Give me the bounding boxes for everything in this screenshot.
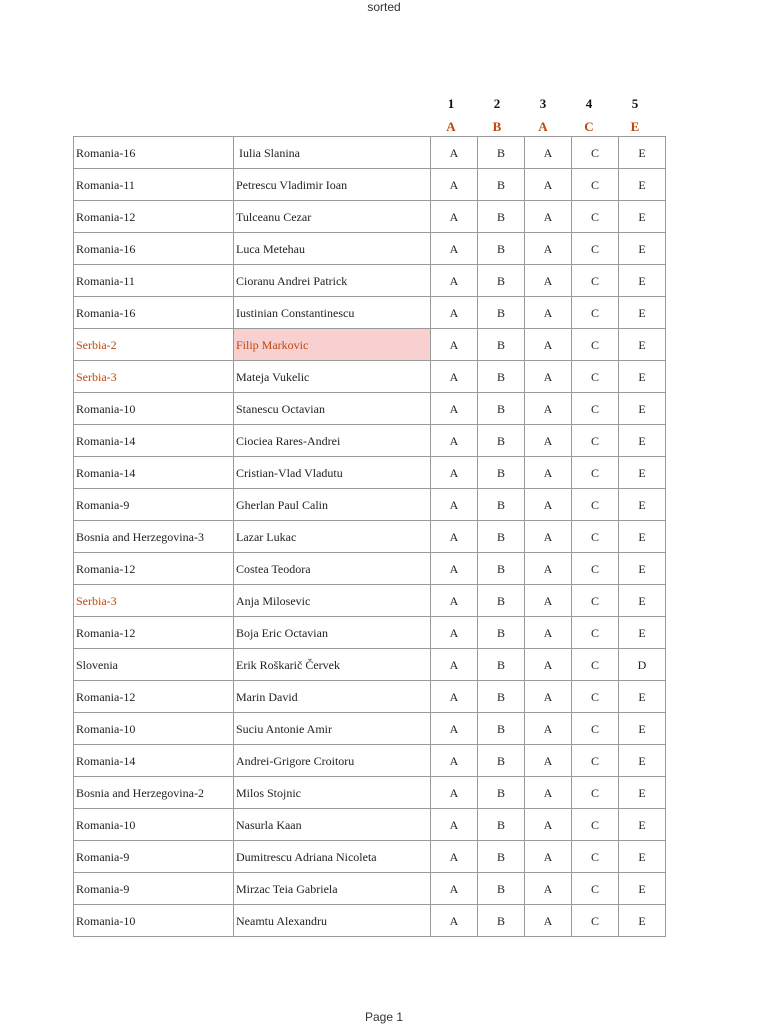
answer-cell: D xyxy=(619,649,666,681)
answer-cell: A xyxy=(431,457,478,489)
answer-cell: A xyxy=(431,745,478,777)
answer-cell: E xyxy=(619,137,666,169)
answer-cell: A xyxy=(525,713,572,745)
table-row xyxy=(74,169,666,201)
table-row xyxy=(74,265,666,297)
answer-cell: E xyxy=(619,297,666,329)
team-cell: Romania-10 xyxy=(74,393,234,425)
answer-cell: A xyxy=(431,649,478,681)
answer-cell: E xyxy=(619,233,666,265)
answer-cell: A xyxy=(525,809,572,841)
answer-cell: A xyxy=(431,393,478,425)
answer-cell: B xyxy=(478,841,525,873)
answer-cell: C xyxy=(572,489,619,521)
answer-cell: C xyxy=(572,169,619,201)
answer-cell: E xyxy=(619,681,666,713)
answer-cell: A xyxy=(431,169,478,201)
answer-cell: A xyxy=(431,681,478,713)
answer-cell: C xyxy=(572,649,619,681)
team-cell: Serbia-3 xyxy=(74,361,234,393)
team-cell: Romania-12 xyxy=(74,681,234,713)
answer-cell: A xyxy=(525,681,572,713)
answer-cell: E xyxy=(619,617,666,649)
answer-cell: C xyxy=(572,713,619,745)
answer-cell: B xyxy=(478,777,525,809)
answer-cell: A xyxy=(525,745,572,777)
student-name-cell: Cristian-Vlad Vladutu xyxy=(234,457,431,489)
answer-cell: A xyxy=(431,233,478,265)
correct-answer: E xyxy=(630,119,640,134)
answer-cell: A xyxy=(431,841,478,873)
answer-cell: A xyxy=(525,617,572,649)
answer-cell: C xyxy=(572,617,619,649)
answer-cell: C xyxy=(572,265,619,297)
answer-cell: E xyxy=(619,873,666,905)
answer-cell: B xyxy=(478,329,525,361)
team-cell: Slovenia xyxy=(74,649,234,681)
answer-cell: A xyxy=(525,553,572,585)
student-name-cell: Iustinian Constantinescu xyxy=(234,297,431,329)
correct-answer: A xyxy=(446,119,456,134)
answer-cell: E xyxy=(619,745,666,777)
team-cell: Romania-10 xyxy=(74,809,234,841)
answer-cell: A xyxy=(431,489,478,521)
table-row xyxy=(74,713,666,745)
table-row xyxy=(74,745,666,777)
answer-cell: E xyxy=(619,489,666,521)
table-row xyxy=(74,585,666,617)
student-name-cell: Nasurla Kaan xyxy=(234,809,431,841)
answer-cell: A xyxy=(431,585,478,617)
team-cell: Romania-9 xyxy=(74,489,234,521)
answer-cell: C xyxy=(572,553,619,585)
answer-cell: A xyxy=(431,521,478,553)
answer-cell: E xyxy=(619,393,666,425)
answer-cell: B xyxy=(478,649,525,681)
answer-cell: C xyxy=(572,905,619,937)
table-row xyxy=(74,425,666,457)
answer-cell: C xyxy=(572,777,619,809)
student-name-cell: Cioranu Andrei Patrick xyxy=(234,265,431,297)
answer-cell: A xyxy=(525,457,572,489)
student-name-cell: Tulceanu Cezar xyxy=(234,201,431,233)
answer-cell: B xyxy=(478,137,525,169)
answer-cell: C xyxy=(572,681,619,713)
answer-cell: A xyxy=(525,329,572,361)
student-name-cell: Iulia Slanina xyxy=(234,137,431,169)
answer-cell: A xyxy=(431,425,478,457)
answer-cell: C xyxy=(572,201,619,233)
answer-cell: A xyxy=(431,713,478,745)
answer-cell: A xyxy=(431,137,478,169)
student-name-cell: Marin David xyxy=(234,681,431,713)
team-cell: Romania-16 xyxy=(74,233,234,265)
team-cell: Romania-9 xyxy=(74,873,234,905)
answer-cell: A xyxy=(431,905,478,937)
table-row xyxy=(74,553,666,585)
answer-cell: E xyxy=(619,585,666,617)
question-number: 4 xyxy=(585,96,593,111)
team-cell: Romania-11 xyxy=(74,265,234,297)
answer-cell: A xyxy=(431,265,478,297)
answer-cell: E xyxy=(619,329,666,361)
team-cell: Romania-12 xyxy=(74,617,234,649)
team-cell: Serbia-3 xyxy=(74,585,234,617)
table-row xyxy=(74,649,666,681)
team-cell: Bosnia and Herzegovina-2 xyxy=(74,777,234,809)
answer-cell: C xyxy=(572,521,619,553)
student-name-cell: Gherlan Paul Calin xyxy=(234,489,431,521)
answer-cell: E xyxy=(619,457,666,489)
answer-cell: A xyxy=(525,905,572,937)
student-name-cell: Boja Eric Octavian xyxy=(234,617,431,649)
answer-cell: B xyxy=(478,201,525,233)
table-row xyxy=(74,681,666,713)
answer-cell: B xyxy=(478,585,525,617)
answer-cell: A xyxy=(525,233,572,265)
answer-cell: A xyxy=(525,585,572,617)
answer-cell: B xyxy=(478,809,525,841)
answer-cell: A xyxy=(431,329,478,361)
answer-cell: C xyxy=(572,457,619,489)
answer-cell: A xyxy=(525,777,572,809)
table-row xyxy=(74,361,666,393)
answer-cell: C xyxy=(572,809,619,841)
answer-cell: A xyxy=(525,297,572,329)
table-row xyxy=(74,233,666,265)
answer-cell: A xyxy=(431,809,478,841)
team-cell: Romania-11 xyxy=(74,169,234,201)
page-number: Page 1 xyxy=(364,1010,404,1024)
answer-cell: B xyxy=(478,681,525,713)
question-number: 1 xyxy=(447,96,455,111)
student-name-cell: Mirzac Teia Gabriela xyxy=(234,873,431,905)
answer-cell: B xyxy=(478,457,525,489)
answer-cell: C xyxy=(572,361,619,393)
table-row xyxy=(74,297,666,329)
team-cell: Serbia-2 xyxy=(74,329,234,361)
answer-cell: B xyxy=(478,233,525,265)
table-row xyxy=(74,489,666,521)
answer-cell: A xyxy=(525,169,572,201)
answer-cell: A xyxy=(525,137,572,169)
answer-cell: B xyxy=(478,265,525,297)
table-row xyxy=(74,393,666,425)
answer-cell: A xyxy=(431,617,478,649)
correct-answer: B xyxy=(492,119,502,134)
answer-cell: B xyxy=(478,297,525,329)
answer-cell: A xyxy=(525,265,572,297)
answer-cell: A xyxy=(525,873,572,905)
team-cell: Romania-10 xyxy=(74,905,234,937)
answer-cell: C xyxy=(572,329,619,361)
answer-cell: C xyxy=(572,393,619,425)
answer-cell: B xyxy=(478,393,525,425)
answer-cell: E xyxy=(619,361,666,393)
answer-cell: E xyxy=(619,425,666,457)
answer-cell: E xyxy=(619,169,666,201)
table-row xyxy=(74,873,666,905)
answer-cell: A xyxy=(525,649,572,681)
answer-cell: A xyxy=(525,489,572,521)
correct-answer: C xyxy=(584,119,594,134)
team-cell: Romania-9 xyxy=(74,841,234,873)
answer-cell: B xyxy=(478,745,525,777)
team-cell: Romania-12 xyxy=(74,201,234,233)
table-row xyxy=(74,617,666,649)
answer-cell: C xyxy=(572,745,619,777)
results-table xyxy=(73,136,666,937)
table-row xyxy=(74,809,666,841)
answer-cell: E xyxy=(619,265,666,297)
student-name-cell: Milos Stojnic xyxy=(234,777,431,809)
answer-cell: E xyxy=(619,201,666,233)
answer-cell: A xyxy=(431,297,478,329)
table-row xyxy=(74,329,666,361)
answer-cell: C xyxy=(572,137,619,169)
answer-cell: E xyxy=(619,905,666,937)
student-name-cell: Andrei-Grigore Croitoru xyxy=(234,745,431,777)
table-row xyxy=(74,777,666,809)
team-cell: Romania-14 xyxy=(74,745,234,777)
student-name-cell: Ciociea Rares-Andrei xyxy=(234,425,431,457)
team-cell: Romania-12 xyxy=(74,553,234,585)
answer-cell: B xyxy=(478,489,525,521)
question-number: 5 xyxy=(631,96,639,111)
answer-cell: B xyxy=(478,361,525,393)
answer-cell: B xyxy=(478,617,525,649)
student-name-cell: Anja Milosevic xyxy=(234,585,431,617)
team-cell: Romania-16 xyxy=(74,297,234,329)
answer-cell: A xyxy=(431,553,478,585)
table-row xyxy=(74,521,666,553)
answer-cell: C xyxy=(572,425,619,457)
student-name-cell: Lazar Lukac xyxy=(234,521,431,553)
student-name-cell: Dumitrescu Adriana Nicoleta xyxy=(234,841,431,873)
answer-cell: A xyxy=(431,873,478,905)
answer-cell: A xyxy=(525,841,572,873)
team-cell: Romania-16 xyxy=(74,137,234,169)
table-row xyxy=(74,905,666,937)
answer-cell: E xyxy=(619,841,666,873)
page-title: sorted xyxy=(367,0,401,14)
results-table-body xyxy=(74,137,666,937)
correct-answer: A xyxy=(538,119,548,134)
answer-cell: C xyxy=(572,585,619,617)
student-name-cell: Erik Roškarič Červek xyxy=(234,649,431,681)
answer-cell: C xyxy=(572,233,619,265)
answer-cell: E xyxy=(619,777,666,809)
student-name-cell: Petrescu Vladimir Ioan xyxy=(234,169,431,201)
answer-cell: B xyxy=(478,521,525,553)
answer-cell: E xyxy=(619,809,666,841)
table-row xyxy=(74,457,666,489)
answer-cell: A xyxy=(431,361,478,393)
team-cell: Romania-14 xyxy=(74,457,234,489)
answer-cell: B xyxy=(478,905,525,937)
team-cell: Bosnia and Herzegovina-3 xyxy=(74,521,234,553)
student-name-cell: Filip Markovic xyxy=(234,329,431,361)
answer-cell: C xyxy=(572,873,619,905)
answer-cell: B xyxy=(478,553,525,585)
table-row xyxy=(74,137,666,169)
answer-cell: A xyxy=(431,777,478,809)
answer-cell: B xyxy=(478,873,525,905)
question-number: 3 xyxy=(539,96,547,111)
student-name-cell: Suciu Antonie Amir xyxy=(234,713,431,745)
student-name-cell: Neamtu Alexandru xyxy=(234,905,431,937)
answer-cell: A xyxy=(525,425,572,457)
team-cell: Romania-10 xyxy=(74,713,234,745)
answer-cell: C xyxy=(572,841,619,873)
question-number: 2 xyxy=(493,96,501,111)
student-name-cell: Stanescu Octavian xyxy=(234,393,431,425)
table-row xyxy=(74,201,666,233)
answer-cell: A xyxy=(525,361,572,393)
student-name-cell: Mateja Vukelic xyxy=(234,361,431,393)
answer-cell: B xyxy=(478,169,525,201)
answer-cell: A xyxy=(525,201,572,233)
answer-cell: B xyxy=(478,713,525,745)
answer-cell: E xyxy=(619,713,666,745)
table-row xyxy=(74,841,666,873)
answer-cell: A xyxy=(525,521,572,553)
answer-cell: B xyxy=(478,425,525,457)
student-name-cell: Luca Metehau xyxy=(234,233,431,265)
team-cell: Romania-14 xyxy=(74,425,234,457)
answer-cell: A xyxy=(431,201,478,233)
answer-cell: C xyxy=(572,297,619,329)
student-name-cell: Costea Teodora xyxy=(234,553,431,585)
answer-cell: E xyxy=(619,553,666,585)
answer-cell: E xyxy=(619,521,666,553)
answer-cell: A xyxy=(525,393,572,425)
